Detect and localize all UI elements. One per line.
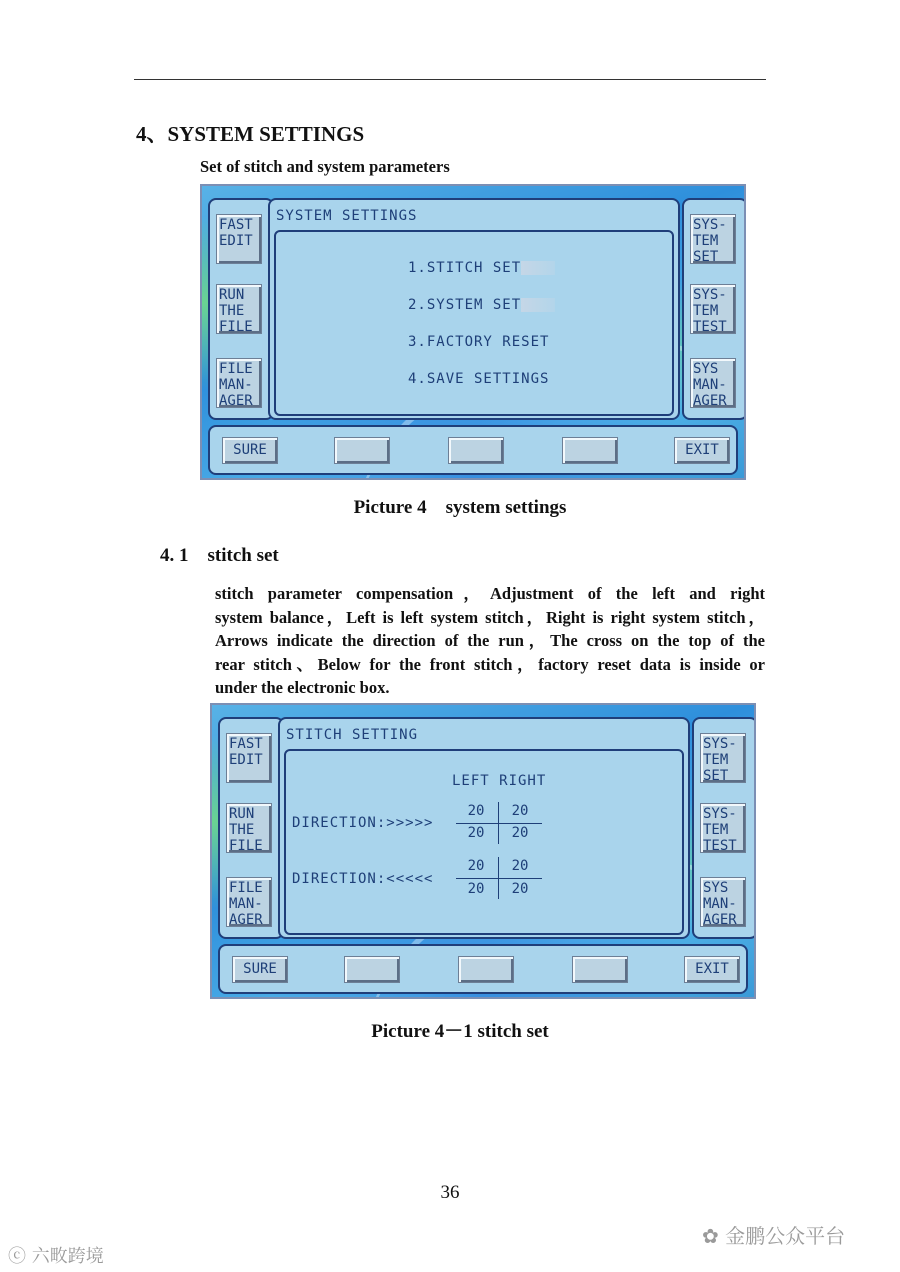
fwd-rear-left-value[interactable]: 20 xyxy=(467,803,485,819)
screen-title: SYSTEM SETTINGS xyxy=(276,208,418,224)
blank-button-2[interactable] xyxy=(448,437,504,464)
watermark-right: ✿ 金鹏公众平台 xyxy=(702,1224,846,1248)
system-manager-button[interactable]: SYS MAN- AGER xyxy=(700,877,746,927)
stitch-setting-screen xyxy=(210,703,756,999)
paragraph-line: rear stitch、Below for the front stitch，factory reset data is inside or xyxy=(215,654,765,674)
bottom-button-bar xyxy=(218,944,748,994)
system-settings-screen xyxy=(200,184,746,480)
cross-vertical xyxy=(498,857,499,899)
main-panel xyxy=(268,198,680,420)
page-number: 36 xyxy=(440,1182,460,1203)
left-button-panel xyxy=(218,717,284,939)
fast-edit-button[interactable]: FAST EDIT xyxy=(216,214,262,264)
menu-item-system-set[interactable]: 2.SYSTEM SET xyxy=(408,297,555,313)
sure-button[interactable]: SURE xyxy=(222,437,278,464)
fwd-rear-right-value[interactable]: 20 xyxy=(511,803,529,819)
fast-edit-button[interactable]: FAST EDIT xyxy=(226,733,272,783)
column-header: LEFT RIGHT xyxy=(452,773,547,789)
screen-title: STITCH SETTING xyxy=(286,727,419,743)
blank-button-3[interactable] xyxy=(572,956,628,983)
exit-button[interactable]: EXIT xyxy=(684,956,740,983)
system-set-button[interactable]: SYS- TEM SET xyxy=(700,733,746,783)
paragraph-line: Arrows indicate the direction of the run，The cross on the top of the xyxy=(215,631,765,651)
description-paragraph xyxy=(215,582,765,700)
file-manager-button[interactable]: FILE MAN- AGER xyxy=(216,358,262,408)
system-set-button[interactable]: SYS- TEM SET xyxy=(690,214,736,264)
blank-button-1[interactable] xyxy=(344,956,400,983)
blank-button-2[interactable] xyxy=(458,956,514,983)
sure-button[interactable]: SURE xyxy=(232,956,288,983)
run-the-file-button[interactable]: RUN THE FILE xyxy=(216,284,262,334)
watermark-left: ⓒ 六畋跨境 xyxy=(8,1246,104,1267)
cross-horizontal xyxy=(456,823,542,824)
menu-item-stitch-set[interactable]: 1.STITCH SET xyxy=(408,260,555,276)
rev-front-right-value[interactable]: 20 xyxy=(511,881,529,897)
left-button-panel xyxy=(208,198,274,420)
header-rule xyxy=(134,79,766,80)
fwd-front-right-value[interactable]: 20 xyxy=(511,825,529,841)
system-test-button[interactable]: SYS- TEM TEST xyxy=(700,803,746,853)
paragraph-line: stitch parameter compensation，Adjustment of the left and right xyxy=(215,584,765,603)
menu-item-save-settings[interactable]: 4.SAVE SETTINGS xyxy=(408,371,550,387)
direction-forward-label: DIRECTION:>>>>> xyxy=(292,815,434,831)
fwd-front-left-value[interactable]: 20 xyxy=(467,825,485,841)
blank-button-3[interactable] xyxy=(562,437,618,464)
section-heading: 4、SYSTEM SETTINGS xyxy=(136,122,365,146)
figure-caption-2: Picture 4－1 stitch set xyxy=(371,1021,549,1042)
figure-caption-1: Picture 4 system settings xyxy=(353,497,567,518)
watermark-logo-icon: ⓒ xyxy=(8,1246,26,1267)
bottom-button-bar xyxy=(208,425,738,475)
stitch-table-area xyxy=(284,749,684,935)
run-the-file-button[interactable]: RUN THE FILE xyxy=(226,803,272,853)
exit-button[interactable]: EXIT xyxy=(674,437,730,464)
menu-area xyxy=(274,230,674,416)
paragraph-line: under the electronic box. xyxy=(215,678,390,698)
blank-button-1[interactable] xyxy=(334,437,390,464)
direction-reverse-label: DIRECTION:<<<<< xyxy=(292,871,434,887)
cross-horizontal xyxy=(456,878,542,879)
rev-front-left-value[interactable]: 20 xyxy=(467,881,485,897)
file-manager-button[interactable]: FILE MAN- AGER xyxy=(226,877,272,927)
main-panel xyxy=(278,717,690,939)
rev-rear-left-value[interactable]: 20 xyxy=(467,858,485,874)
paragraph-line: system balance，Left is left system stitch，Right is right system stitch， xyxy=(215,607,765,627)
right-button-panel xyxy=(682,198,746,420)
right-button-panel xyxy=(692,717,756,939)
subsection-heading: 4. 1 stitch set xyxy=(160,545,279,566)
section-subheading: Set of stitch and system parameters xyxy=(200,157,450,176)
rev-rear-right-value[interactable]: 20 xyxy=(511,858,529,874)
menu-item-factory-reset[interactable]: 3.FACTORY RESET xyxy=(408,334,550,350)
system-manager-button[interactable]: SYS MAN- AGER xyxy=(690,358,736,408)
system-test-button[interactable]: SYS- TEM TEST xyxy=(690,284,736,334)
wechat-icon: ✿ xyxy=(702,1224,719,1248)
cross-vertical xyxy=(498,802,499,844)
